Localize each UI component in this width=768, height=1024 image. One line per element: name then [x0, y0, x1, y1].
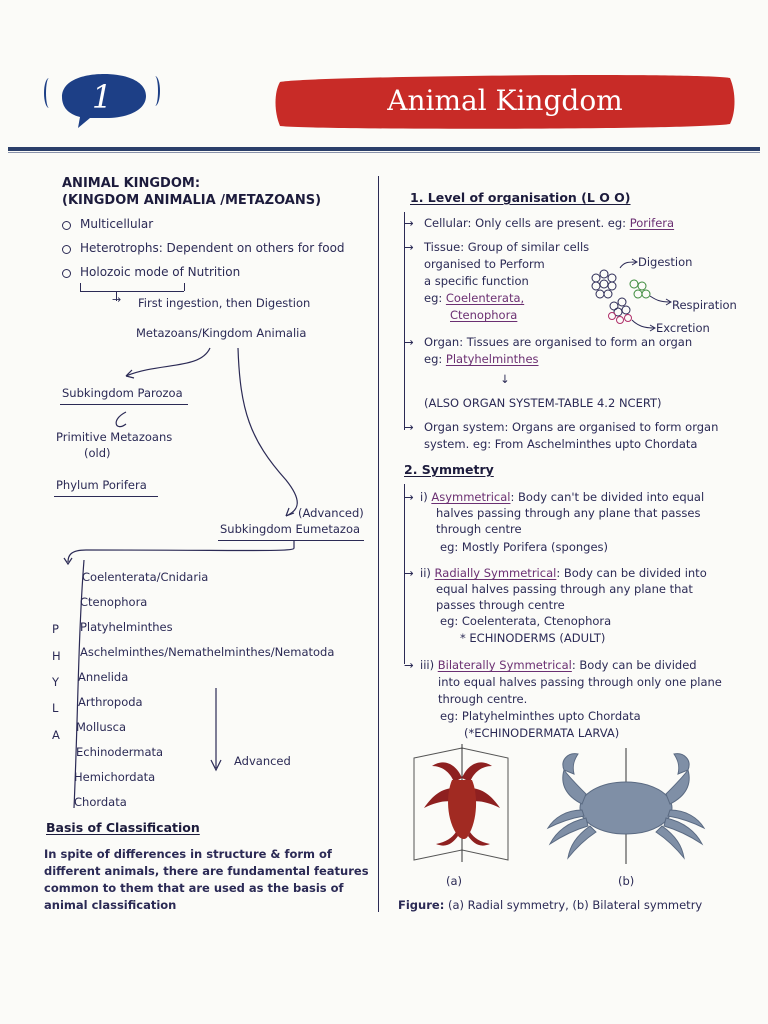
basis-text: In spite of differences in structure & form of different animals, there are fundamental features common to them that are used as the basis of animal classification — [44, 847, 369, 912]
radial-example: eg: Coelenterata, Ctenophora — [440, 614, 612, 628]
figure-a-label: (a) — [446, 874, 463, 888]
asym-line3: through centre — [436, 522, 522, 536]
organ-system-line1: Organ system: Organs are organised to form organ — [424, 420, 719, 434]
phylum-item: Chordata — [74, 795, 127, 809]
bullet-heterotrophs: Heterotrophs: Dependent on others for food — [80, 241, 345, 255]
respiration-label: Respiration — [672, 298, 737, 312]
column-divider — [378, 176, 379, 912]
bilateral-line3: through centre. — [438, 692, 528, 706]
arrow-down-icon: ↓ — [500, 372, 510, 386]
tissue-line1: Tissue: Group of similar cells — [424, 240, 590, 254]
asym-example: eg: Mostly Porifera (sponges) — [440, 540, 609, 554]
phyla-letter-y: Y — [52, 675, 60, 689]
header-rule-thin — [8, 152, 760, 153]
old-label: (old) — [84, 446, 111, 460]
bilateral-term: Bilaterally Symmetrical — [437, 658, 572, 672]
cellular-label: Cellular: Only cells are present. eg: — [424, 216, 630, 230]
item-number: i) — [420, 490, 428, 504]
asym-line1 — [420, 490, 704, 504]
advanced-tag: (Advanced) — [298, 506, 364, 520]
bracket-line — [80, 291, 184, 292]
chapter-title: Animal Kingdom — [387, 84, 623, 117]
arrow-right-icon: → — [404, 420, 414, 434]
arrow-right-icon: → — [404, 216, 414, 230]
bracket-line — [184, 283, 185, 291]
radial-term: Radially Symmetrical — [434, 566, 557, 580]
figure-b-label: (b) — [618, 874, 635, 888]
bilateral-text: : Body can be divided — [571, 658, 697, 672]
phylum-item: Arthropoda — [78, 695, 143, 709]
bilateral-example: eg: Platyhelminthes upto Chordata — [440, 709, 641, 723]
phyla-letter-a: A — [52, 728, 60, 742]
bracket-line — [80, 283, 81, 291]
phylum-item: Ctenophora — [80, 595, 148, 609]
arrow-right-icon: → — [404, 658, 414, 672]
phylum-item: Mollusca — [76, 720, 126, 734]
phylum-porifera: Phylum Porifera — [56, 478, 147, 492]
bilateral-note: (*ECHINODERMATA LARVA) — [464, 726, 620, 740]
tissue-example-1: Coelenterata, — [445, 291, 525, 305]
eg-label: eg: — [424, 291, 446, 305]
organ-example: Platyhelminthes — [445, 352, 539, 366]
loo-heading: 1. Level of organisation (L O O) — [410, 190, 631, 205]
arrow-right-icon: → — [404, 566, 414, 580]
phylum-item: Coelenterata/Cnidaria — [82, 570, 209, 584]
organ-system-line2: system. eg: From Aschelminthes upto Chordata — [424, 437, 698, 451]
radial-line2: equal halves passing through any plane that — [436, 582, 693, 596]
chapter-title-banner — [274, 72, 736, 130]
radial-line3: passes through centre — [436, 598, 565, 612]
phyla-letter-l: L — [52, 701, 59, 715]
tissue-examples — [424, 291, 524, 305]
bubble-accent-right — [150, 76, 160, 106]
underline — [54, 496, 158, 497]
radial-symmetry-figure — [406, 744, 516, 864]
bullet-icon — [62, 269, 71, 278]
tissue-line3: a specific function — [424, 274, 529, 288]
figure-caption-text: (a) Radial symmetry, (b) Bilateral symmetry — [444, 898, 703, 912]
chapter-number: 1 — [91, 78, 113, 116]
phyla-letter-h: H — [52, 649, 61, 663]
arrow-right-icon: → — [404, 490, 414, 504]
arrow-right-icon: → — [404, 335, 414, 349]
bullet-multicellular: Multicellular — [80, 217, 154, 231]
asym-text: : Body can't be divided into equal — [510, 490, 705, 504]
arrow-right-icon: → — [404, 240, 414, 254]
phylum-item: Aschelminthes/Nemathelminthes/Nematoda — [80, 645, 335, 659]
primitive-metazoans: Primitive Metazoans — [56, 430, 173, 444]
item-number: ii) — [420, 566, 431, 580]
radial-note: * ECHINODERMS (ADULT) — [460, 631, 606, 645]
advanced-label: Advanced — [234, 754, 291, 768]
left-title-line2: (KINGDOM ANIMALIA /METAZOANS) — [62, 193, 322, 208]
bullet-icon — [62, 221, 71, 230]
bullet-icon — [62, 245, 71, 254]
underline — [60, 404, 188, 405]
cellular-example: Porifera — [629, 216, 675, 230]
tissue-example-2: Ctenophora — [450, 308, 518, 322]
metazoans-label: Metazoans/Kingdom Animalia — [136, 326, 307, 340]
figure-caption — [398, 898, 702, 912]
chapter-number-badge — [54, 72, 150, 130]
bubble-accent-left — [44, 78, 54, 108]
cellular-text — [424, 216, 674, 230]
tissue-line2: organised to Perform — [424, 257, 545, 271]
radial-line1 — [420, 566, 707, 580]
phylum-item: Annelida — [78, 670, 129, 684]
phyla-letter-p: P — [52, 622, 59, 636]
bilateral-line2: into equal halves passing through only one plane — [438, 675, 722, 689]
item-number: iii) — [420, 658, 435, 672]
excretion-label: Excretion — [656, 321, 710, 335]
subkingdom-parazoa: Subkingdom Parozoa — [62, 386, 183, 400]
organ-line1: Organ: Tissues are organised to form an organ — [424, 335, 693, 349]
left-title-line1: ANIMAL KINGDOM: — [62, 176, 201, 191]
phylum-item: Hemichordata — [74, 770, 156, 784]
bilateral-symmetry-figure — [546, 748, 712, 864]
organ-example-line — [424, 352, 539, 366]
basis-heading: Basis of Classification — [46, 820, 200, 835]
eg-label: eg: — [424, 352, 446, 366]
header-rule — [8, 147, 760, 151]
subkingdom-eumetazoa: Subkingdom Eumetazoa — [220, 522, 361, 536]
bullet-holozoic: Holozoic mode of Nutrition — [80, 265, 241, 279]
asym-line2: halves passing through any plane that passes — [436, 506, 701, 520]
figure-label: Figure: — [398, 898, 445, 912]
symmetry-heading: 2. Symmetry — [404, 462, 494, 477]
digestion-label: Digestion — [638, 255, 693, 269]
asym-term: Asymmetrical — [431, 490, 511, 504]
organ-note: (ALSO ORGAN SYSTEM-TABLE 4.2 NCERT) — [424, 396, 662, 410]
radial-text: : Body can be divided into — [556, 566, 707, 580]
phylum-item: Platyhelminthes — [80, 620, 173, 634]
phylum-item: Echinodermata — [76, 745, 164, 759]
bilateral-line1 — [420, 658, 697, 672]
arrow-right-icon: → — [112, 293, 122, 306]
ingestion-note: First ingestion, then Digestion — [138, 296, 311, 310]
